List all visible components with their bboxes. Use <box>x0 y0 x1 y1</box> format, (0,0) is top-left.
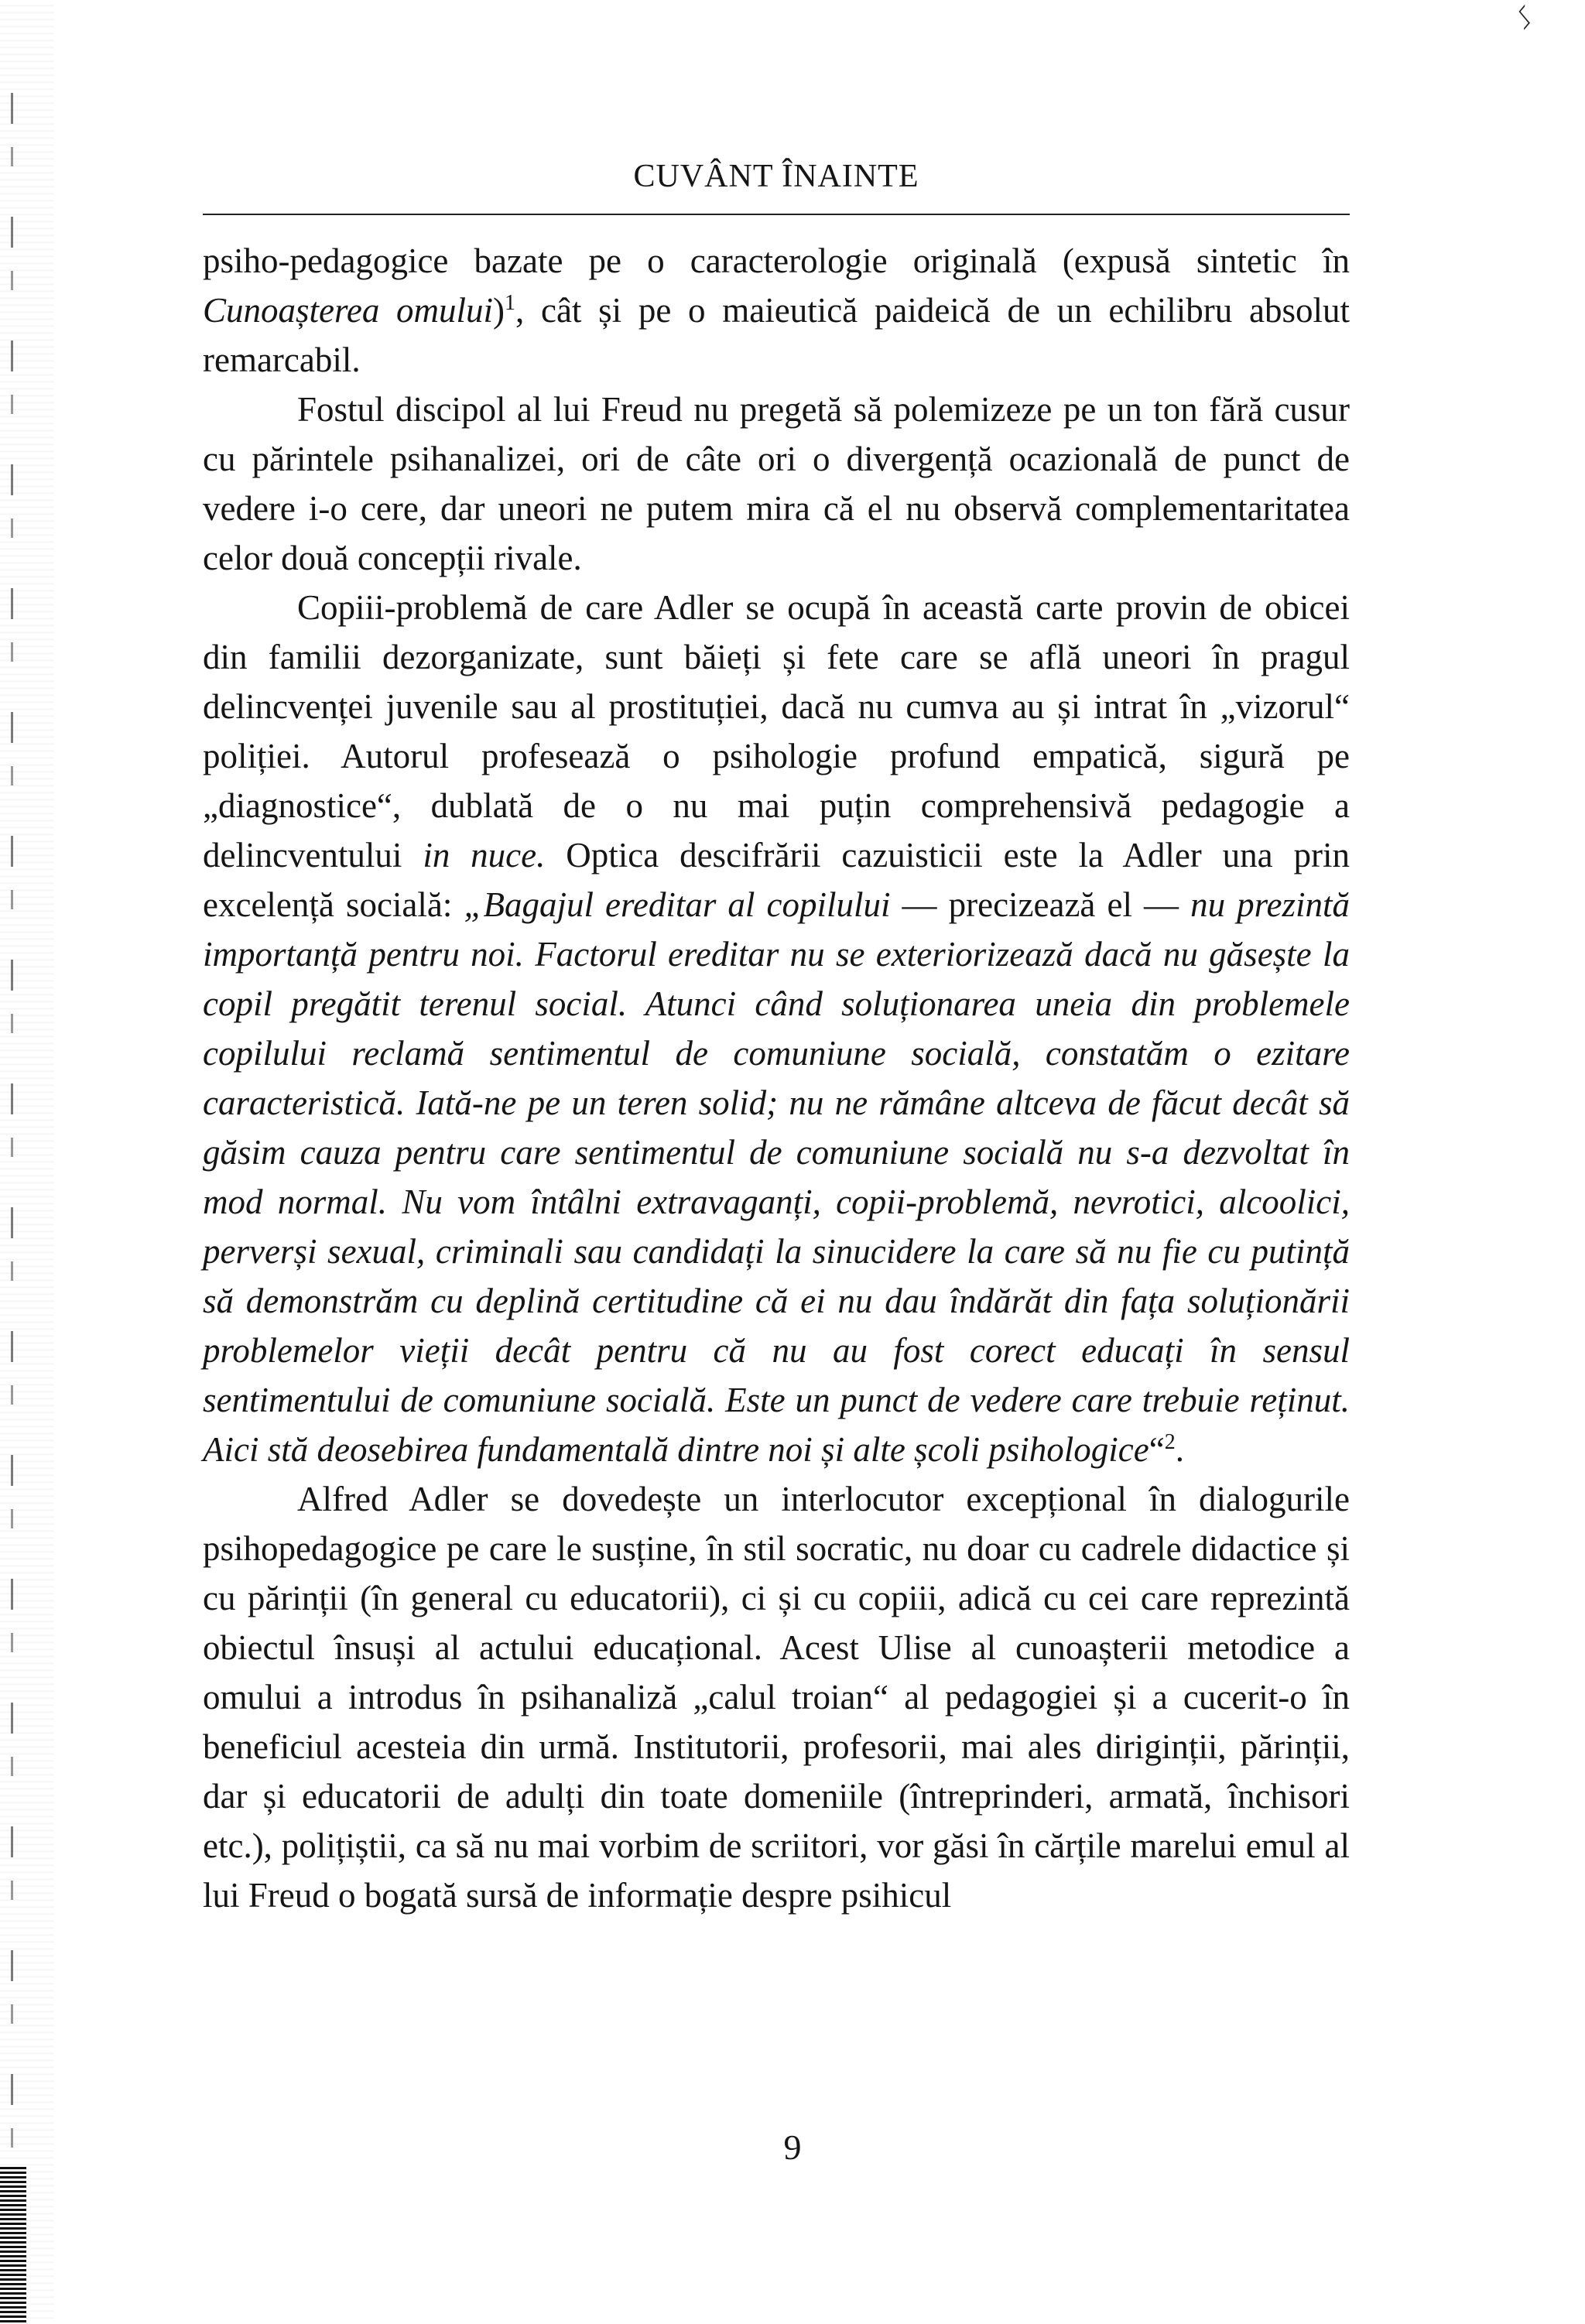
text-run: — precizează el — <box>890 885 1191 924</box>
text-run: “ <box>1149 1430 1165 1469</box>
running-header: CUVÂNT ÎNAINTE <box>633 159 919 194</box>
text-run: , cât și pe o maieutică paideică de un echilibru absolut remarcabil. <box>203 291 1350 379</box>
paragraph <box>203 583 1350 1474</box>
italic-text: in nuce. <box>423 836 546 874</box>
text-run: Optica descifrării cazuisticii este la Adler una prin excelență socială: <box>203 836 1350 924</box>
scan-binding-line <box>11 93 13 2306</box>
italic-text: nu prezintă importanță pentru noi. Factorul ereditar nu se exteriorizează dacă nu găsește la copil pregătit terenul social. Atunci când soluționarea uneia din problemele copilului reclamă sentimentul de comuniune socială, constatăm o ezitare caracteristică. Iată-ne pe un teren solid; nu ne rămâne altceva de făcut decât să găsim cauza pentru care sentimentul de comuniune socială nu s-a dezvoltat în mod normal. Nu vom întâlni extravaganți, copii-problemă, nevrotici, alcoolici, perverși sexual, criminali sau candidați la sinucidere la care să nu fie cu putință să demonstrăm cu deplină certitudine că ei nu dau îndărăt din fața soluționării problemelor vieții decât pentru că nu au fost corect educați în sensul sentimentului de comuniune socială. Este un punct de vedere care trebuie reținut. Aici stă deosebirea fundamentală dintre noi și alte școli psihologice <box>203 885 1350 1469</box>
page-number: 9 <box>783 2127 802 2167</box>
footnote-marker: 1 <box>505 291 516 315</box>
scan-shadow-left-edge <box>0 0 54 2324</box>
scan-binding-block <box>0 2167 26 2324</box>
text-run: Alfred Adler se dovedește un interlocutor excepțional în dialogurile psihopedagogice pe care le susține, în stil socratic, nu doar cu cadrele didactice și cu părinții (în general cu educatorii), ci și cu copiii, adică cu cei care reprezintă obiectul însuși al actului educațional. Acest Ulise al cunoașterii metodice a omului a introdus în psihanaliză „calul troian“ al pedagogiei și a cucerit-o în beneficiul acesteia din urmă. Institutorii, profesorii, mai ales diriginții, părinții, dar și educatorii de adulți din toate domeniile (întreprinderi, armată, închisori etc.), polițiștii, ca să nu mai vorbim de scriitori, vor găsi în cărțile marelui emul al lui Freud o bogată sursă de informație despre psihicul <box>203 1480 1350 1915</box>
paragraph <box>203 1474 1350 1920</box>
corner-scan-mark: ᛊ <box>1515 1 1534 36</box>
text-run: ) <box>493 291 505 330</box>
text-run: . <box>1175 1430 1184 1469</box>
footnote-marker: 2 <box>1164 1430 1176 1454</box>
paragraph <box>203 385 1350 583</box>
italic-text: „Bagajul ereditar al copilului <box>464 885 891 924</box>
italic-text: Cunoașterea omului <box>203 291 494 330</box>
text-run: Fostul discipol al lui Freud nu pregetă să polemizeze pe un ton fără cusur cu părintele psihanalizei, ori de câte ori o divergență ocazională de punct de vedere i-o cere, dar uneori ne putem mira că el nu observă complementaritatea celor două concepții rivale. <box>203 390 1350 577</box>
text-run: psiho-pedagogice bazate pe o caracterologie originală (expusă sintetic în <box>203 241 1350 280</box>
header-divider <box>203 214 1350 215</box>
paragraph <box>203 236 1350 385</box>
text-run: Copiii-problemă de care Adler se ocupă în această carte provin de obicei din familii dezorganizate, sunt băieți și fete care se află uneori în pragul delincvenței juvenile sau al prostituției, dacă nu cumva au și intrat în „vizorul“ poliției. Autorul profesează o psihologie profund empatică, sigură pe „diagnostice“, dublată de o nu mai puțin comprehensivă pedagogie a delincventului <box>203 588 1350 874</box>
page-body <box>203 236 1350 1920</box>
